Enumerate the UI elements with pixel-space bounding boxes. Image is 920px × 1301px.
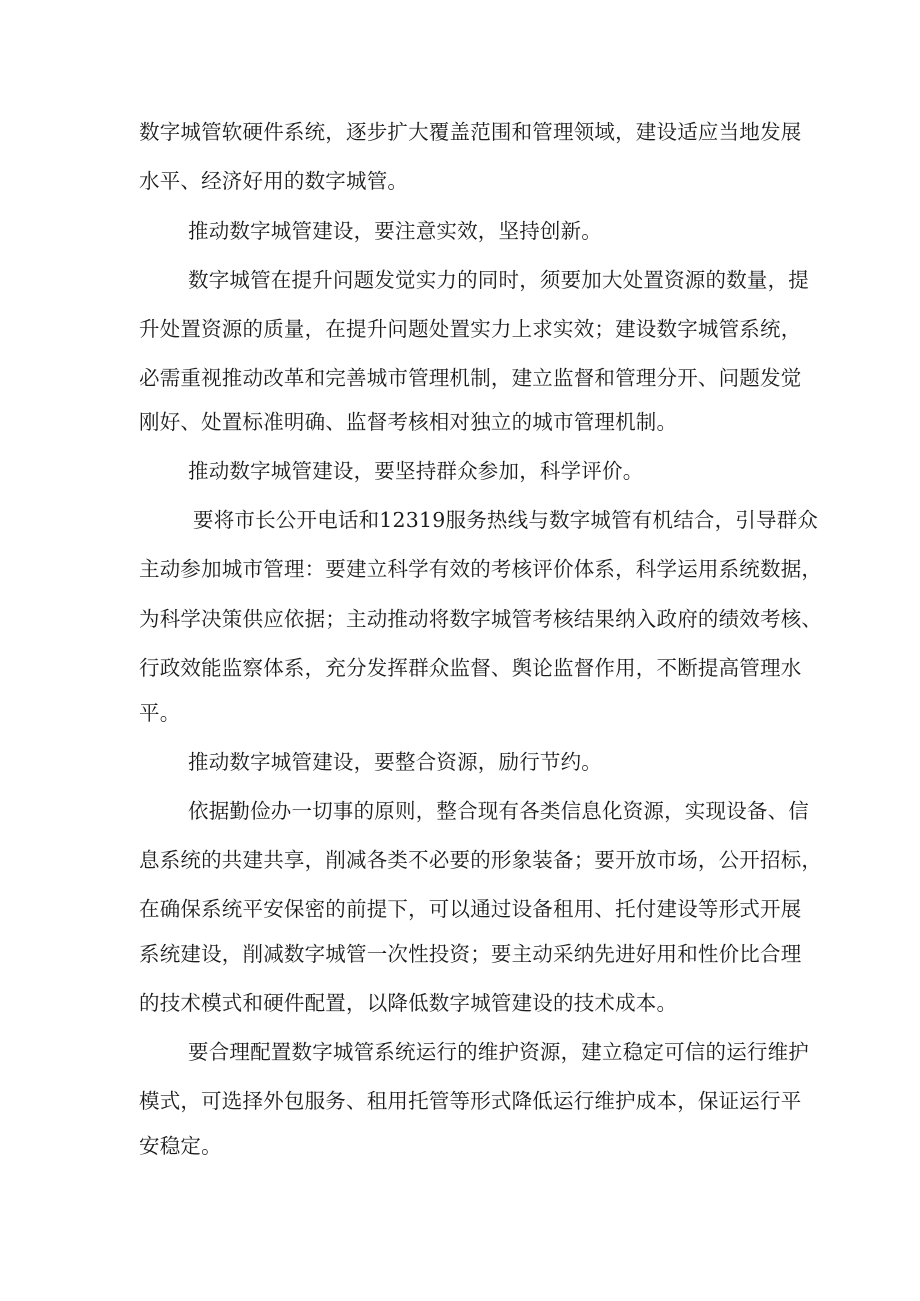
text-line: 要将市长公开电话和12319服务热线与数字城管有机结合，引导群众 [193,508,819,532]
text-line: 安稳定。 [139,1134,222,1158]
text-line: 推动数字城管建设，要整合资源，励行节约。 [188,750,602,774]
text-line: 主动参加城市管理：要建立科学有效的考核评价体系，科学运用系统数据， [139,557,823,581]
text-line: 推动数字城管建设，要坚持群众参加，科学评价。 [188,459,644,483]
text-line: 为科学决策供应依据；主动推动将数字城管考核结果纳入政府的绩效考核、 [139,607,823,631]
text-line: 在确保系统平安保密的前提下，可以通过设备租用、托付建设等形式开展 [139,897,802,921]
text-line: 系统建设，削减数字城管一次性投资；要主动采纳先进好用和性价比合理 [139,942,802,966]
text-line: 要合理配置数字城管系统运行的维护资源，建立稳定可信的运行维护 [188,1040,809,1064]
text-line: 行政效能监察体系，充分发挥群众监督、舆论监督作用，不断提高管理水 [139,656,802,680]
text-line: 模式，可选择外包服务、租用托管等形式降低运行维护成本，保证运行平 [139,1089,802,1113]
text-line: 数字城管在提升问题发觉实力的同时，须要加大处置资源的数量，提 [188,268,809,292]
text-line: 息系统的共建共享，削减各类不必要的形象装备；要开放市场，公开招标， [139,848,823,872]
text-line: 平。 [139,701,181,725]
text-line: 数字城管软硬件系统，逐步扩大覆盖范围和管理领域，建设适应当地发展 [139,120,802,144]
text-line: 依据勤俭办一切事的原则，整合现有各类信息化资源，实现设备、信 [188,799,809,823]
text-line: 必需重视推动改革和完善城市管理机制，建立监督和管理分开、问题发觉 [139,366,802,390]
text-line: 升处置资源的质量，在提升问题处置实力上求实效；建设数字城管系统， [139,317,802,341]
text-line: 水平、经济好用的数字城管。 [139,169,409,193]
text-line: 推动数字城管建设，要注意实效，坚持创新。 [188,219,602,243]
text-line: 刚好、处置标准明确、监督考核相对独立的城市管理机制。 [139,410,678,434]
text-line: 的技术模式和硬件配置，以降低数字城管建设的技术成本。 [139,991,678,1015]
